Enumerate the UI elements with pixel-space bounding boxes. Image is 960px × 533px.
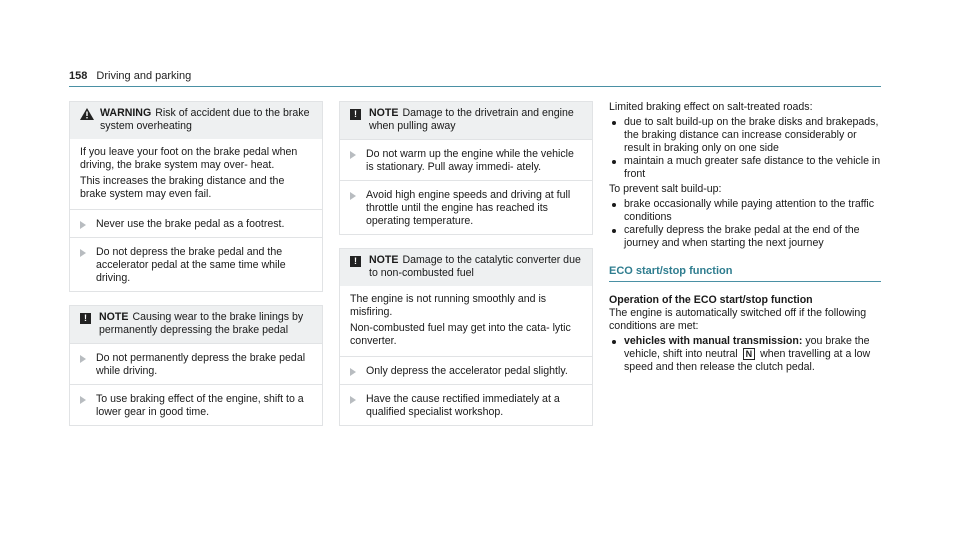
step-text: Never use the brake pedal as a footrest. bbox=[96, 218, 285, 230]
note-icon: ! bbox=[350, 109, 361, 120]
arrow-right-icon bbox=[80, 355, 86, 363]
list-item-text: maintain a much greater safe distance to the vehicle in front bbox=[624, 155, 881, 180]
list-item bbox=[609, 198, 881, 224]
header-divider bbox=[69, 86, 881, 87]
arrow-right-icon bbox=[80, 221, 86, 229]
paragraph: Non-combusted fuel may get into the cata- lytic converter. bbox=[350, 322, 571, 347]
bullet-list bbox=[609, 116, 881, 181]
page-header bbox=[69, 70, 191, 83]
step-text: Avoid high engine speeds and driving at full throttle until the engine has reached its operating temperature. bbox=[366, 189, 571, 227]
step-item bbox=[340, 357, 592, 385]
subsection-title: Operation of the ECO start/stop function bbox=[609, 294, 813, 306]
step-item bbox=[70, 385, 322, 425]
list-item-text: due to salt build-up on the brake disks and brakepads, the braking distance can increase considerably or result in braking only on one side bbox=[624, 116, 879, 154]
bullet-list bbox=[609, 198, 881, 250]
bullet-icon bbox=[612, 340, 616, 344]
step-text: Do not depress the brake pedal and the accelerator pedal at the same time while driving. bbox=[96, 246, 286, 284]
column-1 bbox=[69, 101, 323, 439]
step-item bbox=[340, 140, 592, 181]
note-header bbox=[340, 102, 592, 139]
warning-heading: Risk of accident due to the brake system overheating bbox=[100, 107, 310, 132]
note-icon: ! bbox=[80, 313, 91, 324]
step-item bbox=[70, 210, 322, 238]
step-text: Only depress the accelerator pedal slightly. bbox=[366, 365, 568, 377]
list-item-text: carefully depress the brake pedal at the end of the journey and when starting the next journey bbox=[624, 224, 860, 249]
paragraph: To prevent salt build-up: bbox=[609, 183, 722, 195]
section-title: ECO start/stop function bbox=[609, 265, 881, 282]
list-item bbox=[609, 335, 881, 374]
note-box bbox=[339, 101, 593, 235]
note-header bbox=[340, 249, 592, 286]
warning-label: WARNING bbox=[100, 107, 152, 119]
list-item-text bbox=[624, 335, 881, 374]
paragraph: The engine is automatically switched off if the following conditions are met: bbox=[609, 307, 867, 332]
warning-steps bbox=[70, 209, 322, 291]
step-item bbox=[340, 181, 592, 234]
note-label: NOTE bbox=[99, 311, 129, 323]
arrow-right-icon bbox=[80, 396, 86, 404]
page-number: 158 bbox=[69, 70, 88, 82]
warning-body bbox=[70, 139, 322, 209]
note-header bbox=[70, 306, 322, 343]
warning-header bbox=[70, 102, 322, 139]
note-box bbox=[69, 305, 323, 426]
step-item bbox=[70, 344, 322, 385]
bullet-icon bbox=[612, 203, 616, 207]
note-box bbox=[339, 248, 593, 426]
column-3 bbox=[609, 101, 881, 374]
note-label: NOTE bbox=[369, 254, 399, 266]
step-text: Do not permanently depress the brake pedal while driving. bbox=[96, 352, 306, 377]
step-text: To use braking effect of the engine, shift to a lower gear in good time. bbox=[96, 393, 304, 418]
note-body bbox=[340, 286, 592, 356]
note-heading: Damage to the catalytic converter due to non-combusted fuel bbox=[369, 254, 581, 279]
step-item bbox=[70, 238, 322, 291]
neutral-gear-icon: N bbox=[743, 348, 756, 360]
step-text: Do not warm up the engine while the vehicle is stationary. Pull away immedi- ately. bbox=[366, 148, 574, 173]
list-item bbox=[609, 155, 881, 181]
warning-box bbox=[69, 101, 323, 292]
list-item-text: brake occasionally while paying attention to the traffic conditions bbox=[624, 198, 875, 223]
bullet-icon bbox=[612, 160, 616, 164]
condition-text-end: when travelling at a low speed and then release the clutch pedal. bbox=[624, 348, 871, 373]
arrow-right-icon bbox=[350, 396, 356, 404]
note-heading: Damage to the drivetrain and engine when pulling away bbox=[369, 107, 574, 132]
arrow-right-icon bbox=[350, 368, 356, 376]
arrow-right-icon bbox=[350, 151, 356, 159]
note-steps bbox=[340, 139, 592, 234]
list-item bbox=[609, 116, 881, 155]
note-icon: ! bbox=[350, 256, 361, 267]
note-steps bbox=[340, 356, 592, 425]
paragraph: The engine is not running smoothly and is misfiring. bbox=[350, 293, 547, 318]
arrow-right-icon bbox=[350, 192, 356, 200]
column-2 bbox=[339, 101, 593, 439]
chapter-title: Driving and parking bbox=[96, 70, 192, 82]
warning-icon bbox=[80, 108, 94, 120]
note-steps bbox=[70, 343, 322, 425]
bullet-icon bbox=[612, 229, 616, 233]
bullet-icon bbox=[612, 121, 616, 125]
step-text: Have the cause rectified immediately at a qualified specialist workshop. bbox=[366, 393, 560, 418]
paragraph: This increases the braking distance and the brake system may even fail. bbox=[80, 175, 285, 200]
condition-label: vehicles with manual transmission: bbox=[624, 335, 803, 347]
step-item bbox=[340, 385, 592, 425]
note-label: NOTE bbox=[369, 107, 399, 119]
list-item bbox=[609, 224, 881, 250]
condition-text: you brake the vehicle, shift into neutral bbox=[624, 335, 870, 360]
note-heading: Causing wear to the brake linings by permanently depressing the brake pedal bbox=[99, 311, 304, 336]
paragraph: If you leave your foot on the brake pedal when driving, the brake system may over- heat. bbox=[80, 146, 298, 171]
arrow-right-icon bbox=[80, 249, 86, 257]
paragraph: Limited braking effect on salt-treated roads: bbox=[609, 101, 813, 113]
